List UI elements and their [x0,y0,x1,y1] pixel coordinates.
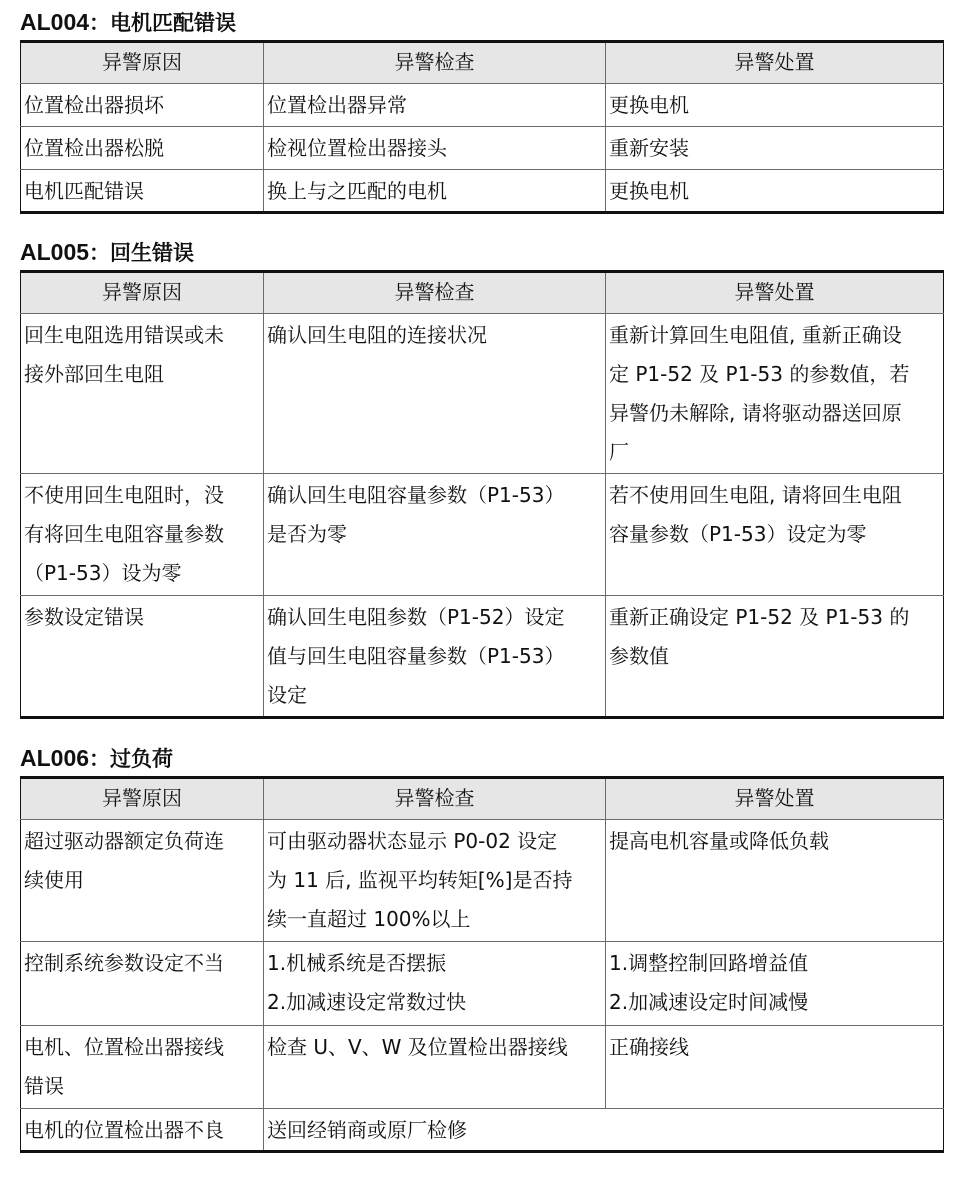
alarm-code: AL006 [20,745,90,771]
action-cell: 提高电机容量或降低负载 [606,820,944,942]
action-cell: 若不使用回生电阻, 请将回生电阻 容量参数（P1-53）设定为零 [606,474,944,596]
alarm-name: 电机匹配错误 [110,11,237,35]
cause-cell: 超过驱动器额定负荷连 续使用 [21,820,264,942]
table-row [21,942,944,1026]
alarm-name: 过负荷 [110,747,174,771]
header-check: 异警检查 [264,778,606,820]
check-cell: 确认回生电阻容量参数（P1-53） 是否为零 [264,474,606,596]
header-action: 异警处置 [606,42,944,84]
alarm-table [20,776,944,1153]
cause-cell: 电机的位置检出器不良 [21,1109,264,1152]
cause-cell: 参数设定错误 [21,596,264,718]
header-check: 异警检查 [264,42,606,84]
section-title: AL005：回生错误 [20,239,195,265]
table-row [21,127,944,170]
cause-cell: 位置检出器松脱 [21,127,264,170]
cause-cell: 不使用回生电阻时，没 有将回生电阻容量参数 （P1-53）设为零 [21,474,264,596]
header-cause: 异警原因 [21,272,264,314]
alarm-table [20,40,944,214]
cause-cell: 电机匹配错误 [21,170,264,213]
check-cell: 换上与之匹配的电机 [264,170,606,213]
cause-cell: 控制系统参数设定不当 [21,942,264,1026]
table-row [21,314,944,474]
action-cell: 重新正确设定 P1-52 及 P1-53 的 参数值 [606,596,944,718]
section-al006 [20,740,943,1153]
table-row [21,596,944,718]
cause-cell: 电机、位置检出器接线 错误 [21,1026,264,1109]
alarm-name: 回生错误 [110,241,195,265]
check-cell: 确认回生电阻参数（P1-52）设定 值与回生电阻容量参数（P1-53） 设定 [264,596,606,718]
table-row [21,1026,944,1109]
header-cause: 异警原因 [21,42,264,84]
section-title: AL004：电机匹配错误 [20,9,237,35]
alarm-table [20,270,944,719]
table-row [21,170,944,213]
action-cell: 重新计算回生电阻值, 重新正确设 定 P1-52 及 P1-53 的参数值，若 异警仍未解除, 请将驱动器送回原 厂 [606,314,944,474]
check-cell: 确认回生电阻的连接状况 [264,314,606,474]
action-cell: 更换电机 [606,84,944,127]
header-cause: 异警原因 [21,778,264,820]
table-row [21,474,944,596]
header-check: 异警检查 [264,272,606,314]
action-cell: 正确接线 [606,1026,944,1109]
check-cell: 可由驱动器状态显示 P0-02 设定 为 11 后, 监视平均转矩[%]是否持 续一直超过 100%以上 [264,820,606,942]
cause-cell: 回生电阻选用错误或未 接外部回生电阻 [21,314,264,474]
section-al004 [20,4,943,214]
action-cell: 1.调整控制回路增益值 2.加减速设定时间减慢 [606,942,944,1026]
action-cell: 重新安装 [606,127,944,170]
table-row [21,820,944,942]
header-action: 异警处置 [606,272,944,314]
cause-cell: 位置检出器损坏 [21,84,264,127]
check-cell: 检视位置检出器接头 [264,127,606,170]
section-al005 [20,234,943,719]
check-action-cell: 送回经销商或原厂检修 [264,1109,944,1152]
table-header-row [21,42,944,84]
check-cell: 位置检出器异常 [264,84,606,127]
action-cell: 更换电机 [606,170,944,213]
alarm-code: AL005 [20,239,90,265]
check-cell: 检查 U、V、W 及位置检出器接线 [264,1026,606,1109]
table-header-row [21,272,944,314]
section-title: AL006：过负荷 [20,745,174,771]
table-row [21,84,944,127]
table-header-row [21,778,944,820]
header-action: 异警处置 [606,778,944,820]
check-cell: 1.机械系统是否摆振 2.加减速设定常数过快 [264,942,606,1026]
table-row [21,1109,944,1152]
alarm-code: AL004 [20,9,90,35]
